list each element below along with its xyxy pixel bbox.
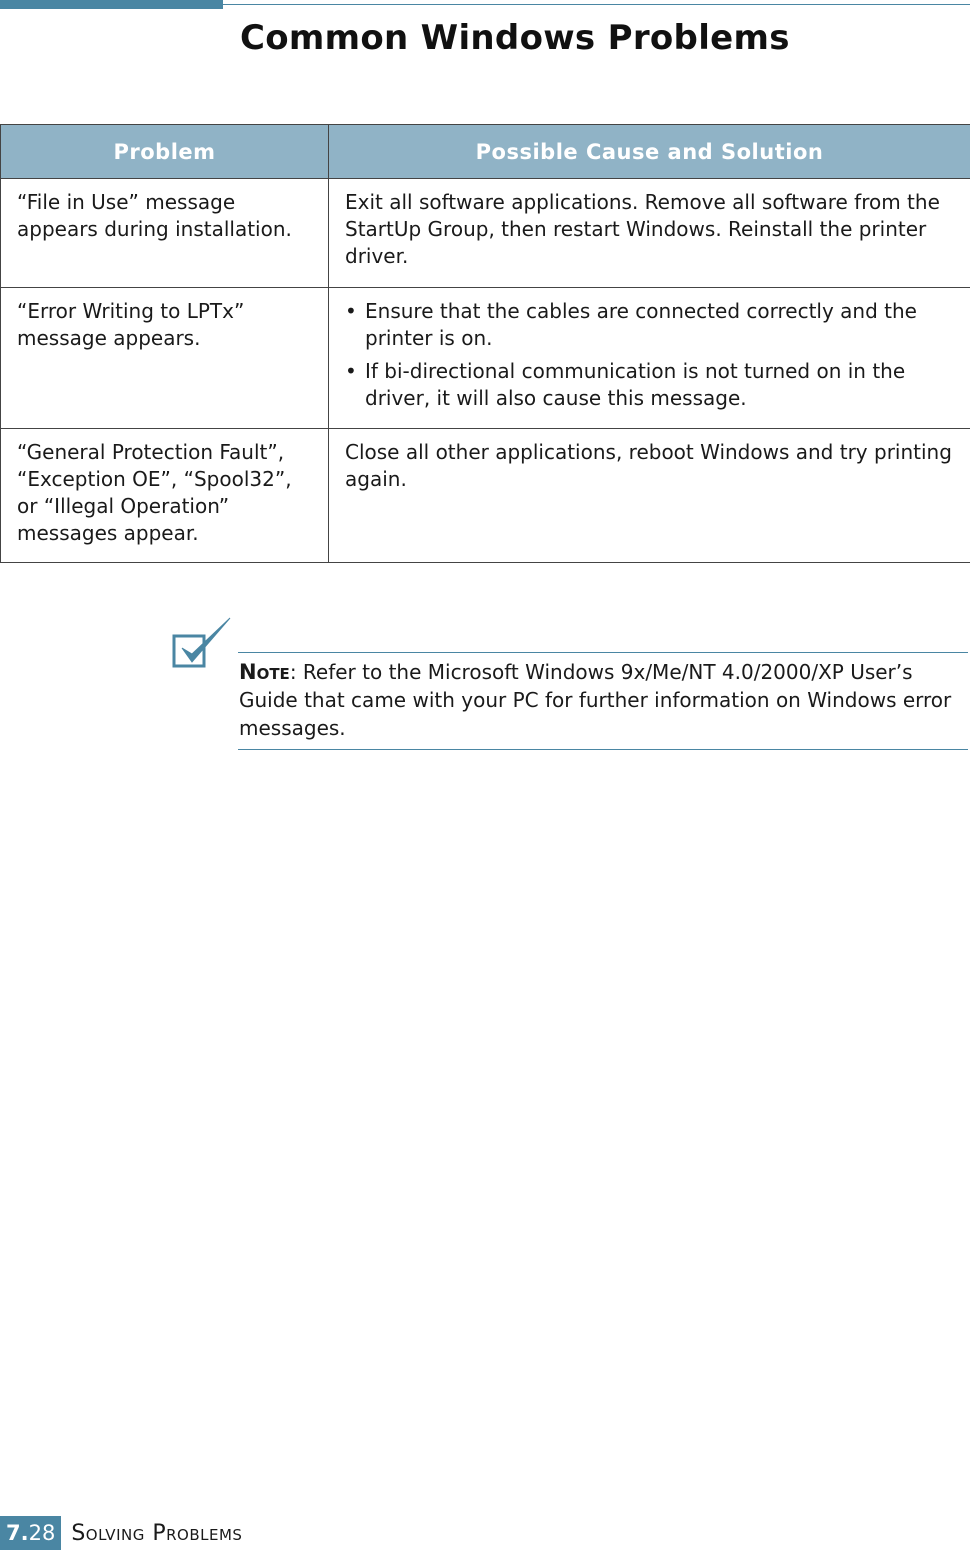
list-item-text: If bi-directional communication is not turned on in the driver, it will also cause this message. — [365, 359, 906, 410]
list-item — [345, 298, 954, 352]
chapter-number: 7. — [6, 1521, 29, 1545]
page-footer — [0, 1516, 242, 1550]
table-header-row — [1, 125, 970, 179]
solution-cell — [329, 288, 970, 429]
column-header-solution: Possible Cause and Solution — [329, 125, 970, 179]
solution-cell: Exit all software applications. Remove all software from the StartUp Group, then restart Windows. Reinstall the printer driver. — [329, 179, 970, 288]
header-accent-bar — [0, 0, 223, 9]
note-rule-top — [238, 652, 968, 653]
problem-cell: “File in Use” message appears during installation. — [1, 179, 329, 288]
column-header-problem: Problem — [1, 125, 329, 179]
note-text — [239, 658, 959, 742]
header-rule — [223, 4, 970, 5]
page-title: Common Windows Problems — [240, 18, 790, 58]
problem-cell: “General Protection Fault”, “Exception OE”, “Spool32”, or “Illegal Operation” messages appear. — [1, 429, 329, 563]
problem-cell: “Error Writing to LPTx” message appears. — [1, 288, 329, 429]
page-number-value: 28 — [28, 1521, 56, 1545]
table-row — [1, 288, 970, 429]
table-row — [1, 179, 970, 288]
section-name: Solving Problems — [71, 1520, 243, 1546]
list-item — [345, 358, 954, 412]
list-item-text: Ensure that the cables are connected correctly and the printer is on. — [365, 299, 917, 350]
solution-cell: Close all other applications, reboot Windows and try printing again. — [329, 429, 970, 563]
checkmark-icon — [168, 614, 240, 670]
page-number — [0, 1516, 61, 1550]
note-rule-bottom — [238, 749, 968, 750]
solution-bullet-list — [345, 298, 954, 412]
bullet-icon: • — [345, 359, 357, 383]
table-row — [1, 429, 970, 563]
problems-table — [0, 124, 970, 563]
bullet-icon: • — [345, 299, 357, 323]
note-label: Note — [239, 660, 290, 684]
note-body: : Refer to the Microsoft Windows 9x/Me/NT 4.0/2000/XP User’s Guide that came with your PC for further information on Windows error messages. — [239, 660, 952, 740]
